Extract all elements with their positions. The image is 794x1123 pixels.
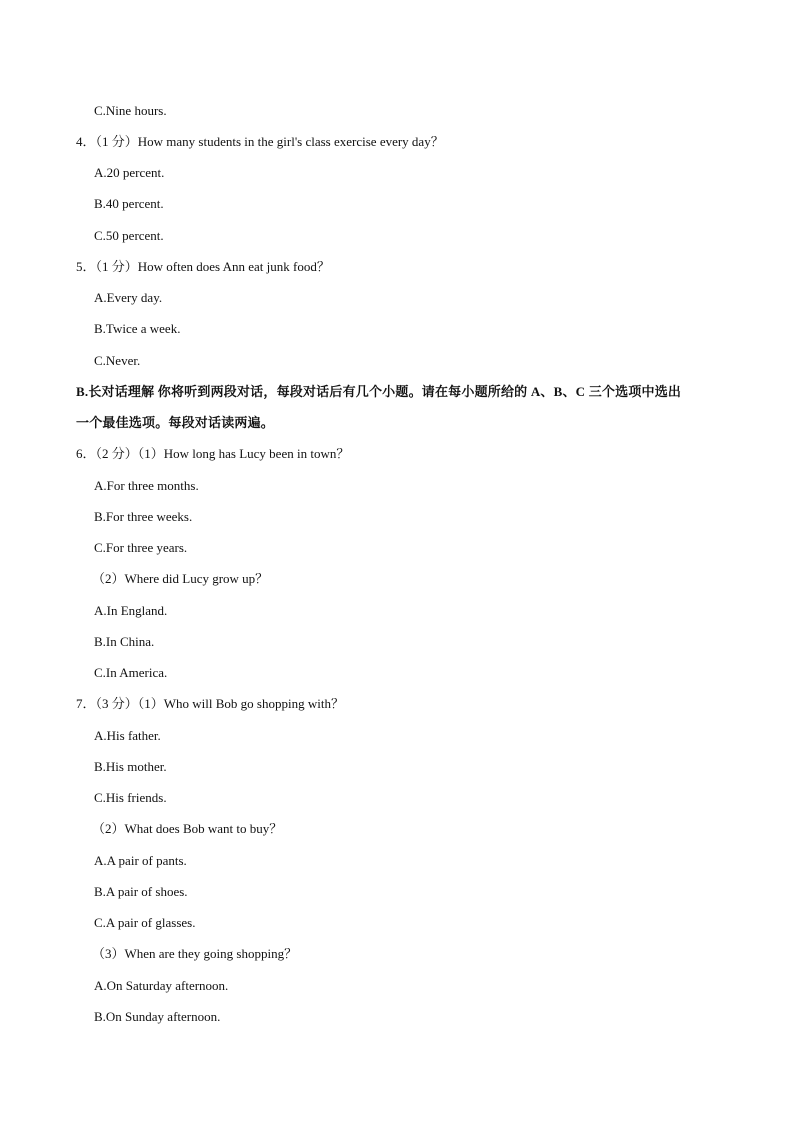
q7-3-option-b: B.On Sunday afternoon.: [94, 1009, 221, 1024]
q6-stem: 6．（2 分）（1）How long has Lucy been in town？: [76, 446, 350, 461]
section-b-instructions-cont: 一个最佳选项。每段对话读两遍。: [76, 415, 275, 430]
q6-sub2-stem: （2）Where did Lucy grow up？: [92, 571, 269, 586]
q5-option-a: A.Every day.: [94, 290, 163, 305]
q5-option-b: B.Twice a week.: [94, 321, 181, 336]
q7-2-option-c: C.A pair of glasses.: [94, 915, 196, 930]
q7-1-option-a: A.His father.: [94, 728, 161, 743]
q4-option-c: C.50 percent.: [94, 228, 164, 243]
q4-stem: 4．（1 分）How many students in the girl's class exercise every day？: [76, 134, 444, 149]
q7-stem: 7．（3 分）（1）Who will Bob go shopping with？: [76, 696, 344, 711]
q7-3-option-a: A.On Saturday afternoon.: [94, 978, 229, 993]
q7-1-option-c: C.His friends.: [94, 790, 167, 805]
q6-2-option-c: C.In America.: [94, 665, 168, 680]
q4-option-a: A.20 percent.: [94, 165, 165, 180]
q5-stem: 5．（1 分）How often does Ann eat junk food？: [76, 259, 330, 274]
q6-2-option-a: A.In England.: [94, 603, 168, 618]
q3-option-c: C.Nine hours.: [94, 103, 167, 118]
q7-2-option-a: A.A pair of pants.: [94, 853, 187, 868]
q5-option-c: C.Never.: [94, 353, 141, 368]
q6-1-option-b: B.For three weeks.: [94, 509, 193, 524]
q7-sub2-stem: （2）What does Bob want to buy？: [92, 821, 283, 836]
q7-1-option-b: B.His mother.: [94, 759, 167, 774]
q6-1-option-a: A.For three months.: [94, 478, 199, 493]
q6-1-option-c: C.For three years.: [94, 540, 188, 555]
q6-2-option-b: B.In China.: [94, 634, 155, 649]
q7-sub3-stem: （3）When are they going shopping？: [92, 946, 298, 961]
q4-option-b: B.40 percent.: [94, 196, 164, 211]
q7-2-option-b: B.A pair of shoes.: [94, 884, 188, 899]
section-b-instructions: B.长对话理解 你将听到两段对话，每段对话后有几个小题。请在每小题所给的 A、B、C 三个选项中选出: [76, 384, 682, 399]
